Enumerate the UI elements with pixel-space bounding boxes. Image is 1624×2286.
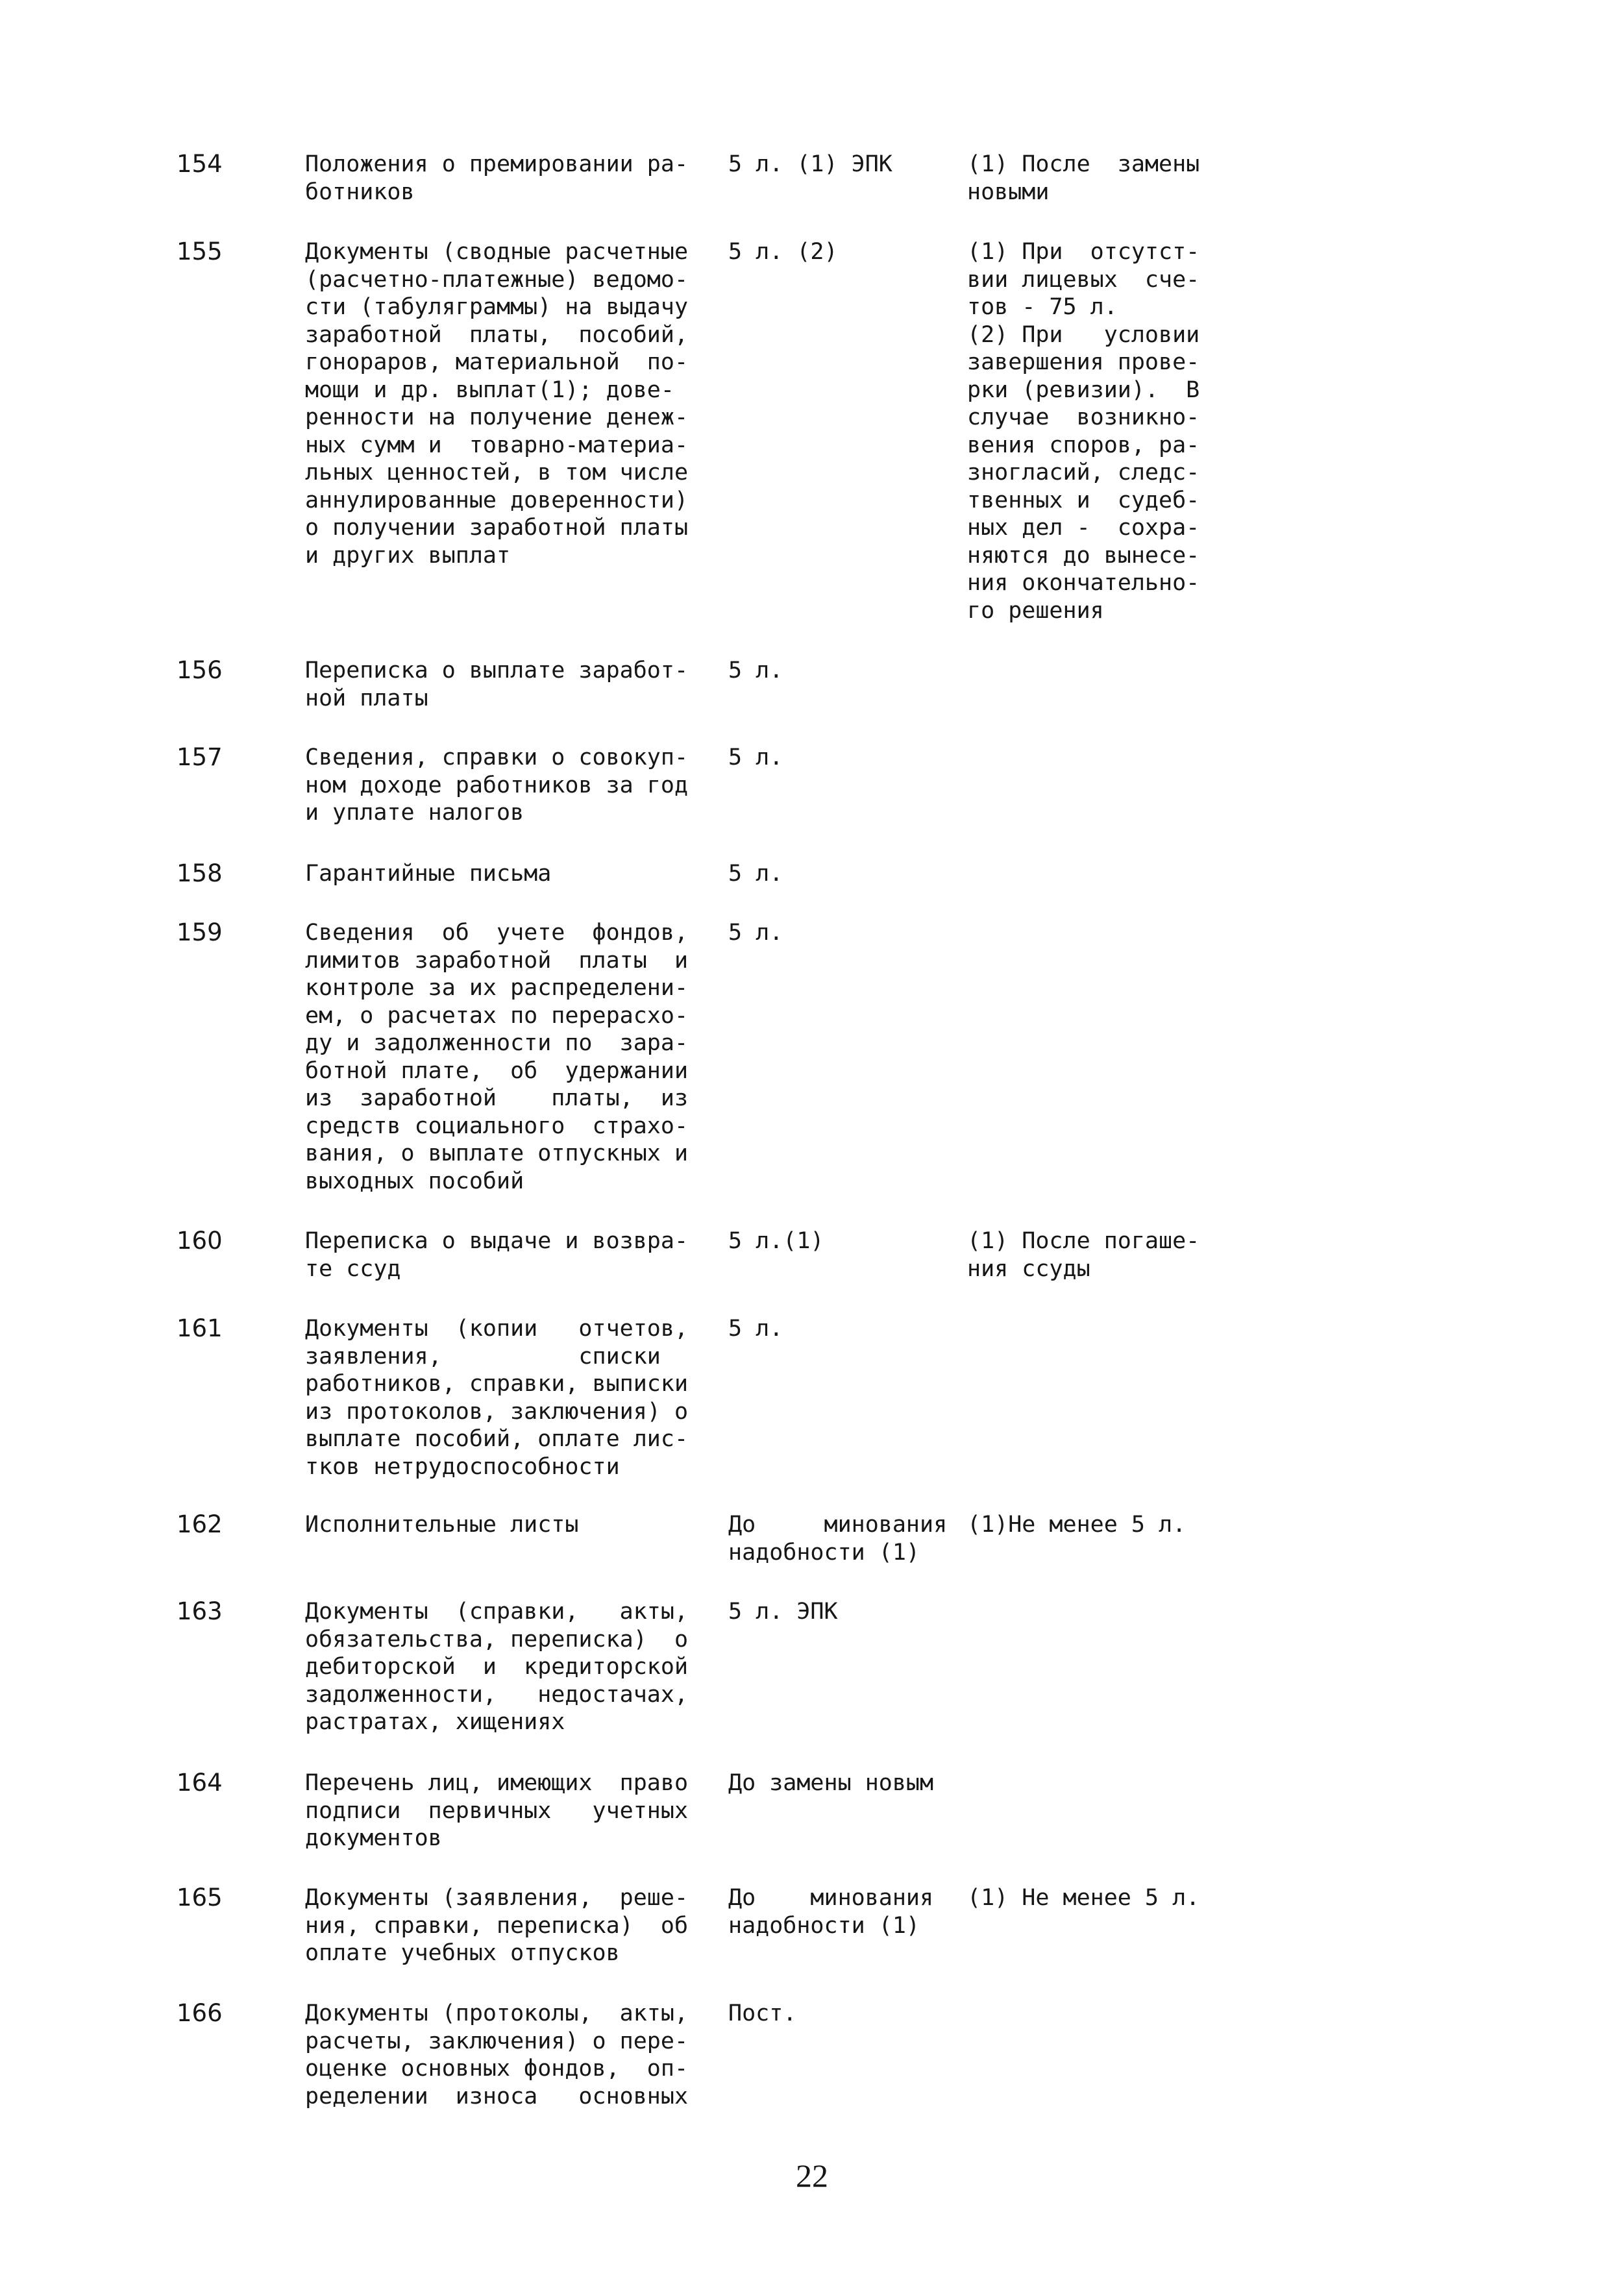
- item-number: 156: [177, 656, 223, 684]
- item-number: 165: [177, 1884, 223, 1911]
- document-title: Переписка о выплате заработ- ной платы: [305, 658, 689, 711]
- retention-period: 5 л.: [728, 658, 783, 683]
- document-title: Сведения, справки о совокуп- ном доходе работников за год и уплате налогов: [305, 744, 689, 826]
- item-number: 154: [177, 150, 223, 178]
- item-number: 157: [177, 743, 223, 771]
- document-title: Документы (сводные расчетные (расчетно-платежные) ведомо- сти (табуляграммы) на выдачу заработной платы, пособий, гонораров, материальной по- мощи и др. выплат(1); дове- ренности на получение денеж- ных сумм и товарно-материа- льных ценностей, в том числе аннулированные доверенности) о получении заработной платы и других выплат: [305, 239, 689, 569]
- retention-period: 5 л.: [728, 861, 783, 887]
- retention-period: До замены новым: [728, 1770, 934, 1796]
- retention-note: (1) Не менее 5 л.: [967, 1885, 1200, 1911]
- item-number: 160: [177, 1227, 223, 1255]
- item-number: 166: [177, 1999, 223, 2027]
- retention-note: (1) После замены новыми: [967, 151, 1200, 205]
- document-title: Документы (протоколы, акты, расчеты, заключения) о пере- оценке основных фондов, оп- ределении износа основных: [305, 2000, 689, 2109]
- retention-period: 5 л.: [728, 1316, 783, 1342]
- item-number: 158: [177, 859, 223, 887]
- retention-period: 5 л. (2): [728, 239, 838, 265]
- document-title: Документы (заявления, реше- ния, справки, переписка) об оплате учебных отпусков: [305, 1885, 689, 1966]
- item-number: 159: [177, 918, 223, 946]
- retention-period: Пост.: [728, 2000, 797, 2026]
- document-title: Исполнительные листы: [305, 1512, 579, 1538]
- item-number: 155: [177, 238, 223, 265]
- retention-period: 5 л. (1) ЭПК: [728, 151, 892, 177]
- item-number: 161: [177, 1314, 223, 1342]
- document-title: Сведения об учете фондов, лимитов заработной платы и контроле за их распределени- ем, о расчетах по перерасхо- ду и задолженности по зара- ботной плате, об удержании из заработной платы, из средств социального страхо- вания, о выплате отпускных и выходных пособий: [305, 920, 689, 1194]
- retention-period: 5 л.: [728, 920, 783, 946]
- retention-period: До минования надобности (1): [728, 1885, 934, 1939]
- document-title: Гарантийные письма: [305, 861, 552, 887]
- document-title: Положения о премировании ра- ботников: [305, 151, 689, 205]
- item-number: 162: [177, 1510, 223, 1538]
- retention-note: (1) При отсутст- вии лицевых сче- тов - 75 л. (2) При условии завершения прове- рки (ревизии). В случае возникно- вения споров, ра- зногласий, следс- твенных и судеб- ных дел - сохра- няются до вынесе- ния окончательно- го решения: [967, 239, 1200, 624]
- document-title: Переписка о выдаче и возвра- те ссуд: [305, 1228, 689, 1282]
- page-number: 22: [796, 2157, 828, 2194]
- item-number: 163: [177, 1597, 223, 1625]
- item-number: 164: [177, 1769, 223, 1797]
- retention-note: (1)Не менее 5 л.: [967, 1512, 1187, 1538]
- retention-note: (1) После погаше- ния ссуды: [967, 1228, 1200, 1282]
- retention-period: 5 л.(1): [728, 1228, 824, 1254]
- retention-period: 5 л. ЭПК: [728, 1599, 838, 1625]
- document-title: Перечень лиц, имеющих право подписи первичных учетных документов: [305, 1770, 689, 1851]
- document-title: Документы (копии отчетов, заявления, списки работников, справки, выписки из протоколов, заключения) о выплате пособий, оплате лис- тков нетрудоспособности: [305, 1316, 689, 1480]
- retention-period: До минования надобности (1): [728, 1512, 948, 1566]
- retention-period: 5 л.: [728, 744, 783, 770]
- document-title: Документы (справки, акты, обязательства, переписка) о дебиторской и кредиторской задолженности, недостачах, растратах, хищениях: [305, 1599, 689, 1735]
